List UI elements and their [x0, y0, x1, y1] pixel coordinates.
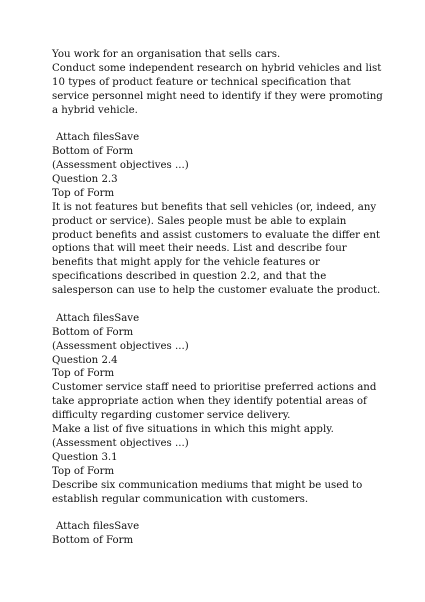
text-line: It is not features but benefits that sell vehicles (or, indeed, any — [52, 201, 377, 213]
attach-files-save-link[interactable]: Attach filesSave — [56, 132, 140, 144]
text-line: Customer service staff need to prioritise preferred actions and — [52, 382, 377, 394]
question-heading: Question 2.4 — [52, 354, 118, 366]
text-line: product or service). Sales people must be able to explain — [52, 215, 347, 227]
text-line: service personnel might need to identify if they were promoting — [52, 90, 383, 102]
text-line: Bottom of Form — [52, 146, 134, 158]
text-line: difficulty regarding customer service delivery. — [52, 410, 291, 422]
text-line: specifications described in question 2.2, and that the — [52, 271, 327, 283]
text-line: product benefits and assist customers to evaluate the differ ent — [52, 229, 380, 241]
text-line: Describe six communication mediums that might be used to — [52, 479, 363, 491]
text-line: You work for an organisation that sells cars. — [52, 49, 281, 60]
text-line: Bottom of Form — [52, 326, 134, 338]
attach-files-save-link[interactable]: Attach filesSave — [56, 312, 140, 324]
blank-line — [52, 298, 392, 312]
text-line: Top of Form — [52, 368, 115, 380]
text-line: Conduct some independent research on hybrid vehicles and list — [52, 62, 382, 74]
question-heading: Question 2.3 — [52, 174, 118, 186]
blank-line — [52, 117, 392, 131]
text-line: a hybrid vehicle. — [52, 104, 138, 116]
text-line: establish regular communication with customers. — [52, 493, 309, 505]
text-line: Top of Form — [52, 187, 115, 199]
text-line: 10 types of product feature or technical specification that — [52, 76, 351, 88]
text-line: (Assessment objectives ...) — [52, 340, 189, 352]
text-line: (Assessment objectives ...) — [52, 437, 189, 449]
text-line: Top of Form — [52, 465, 115, 477]
text-line: salesperson can use to help the customer evaluate the product. — [52, 285, 381, 297]
document-body — [52, 48, 392, 548]
text-line: options that will meet their needs. List and describe four — [52, 243, 347, 255]
text-line: Make a list of five situations in which this might apply. — [52, 424, 334, 436]
text-line: take appropriate action when they identify potential areas of — [52, 396, 367, 408]
text-line: (Assessment objectives ...) — [52, 160, 189, 172]
text-line: Bottom of Form — [52, 535, 134, 547]
blank-line — [52, 506, 392, 520]
attach-files-save-link[interactable]: Attach filesSave — [56, 521, 140, 533]
question-heading: Question 3.1 — [52, 451, 118, 463]
text-line: benefits that might apply for the vehicle features or — [52, 257, 320, 269]
